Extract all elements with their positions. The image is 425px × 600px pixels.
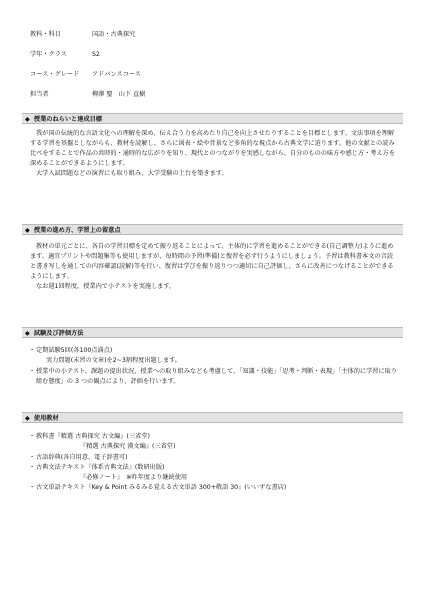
materials-list	[30, 432, 400, 494]
meta-row-course	[30, 71, 230, 91]
paragraph: 大学入試問題などの演習にも取り組み、大学受験の土台を築きます。	[36, 170, 228, 177]
paragraph: 教材の単元ごとに、各自の学習目標を定めて振り返ることによって、主体的に学習を進めることができる(自己調整力)ように進めます。適宜プリントや問題集等も使用しますが、毎時間の予習(準備)と復習を必ず行うようにしましょう。予習は教科書本文の音読と書き写しを通しての内容確認(読解)等を行い、復習は学びを振り返りつつ適切に自己評価し、さらに改善につなげることができるようにします。	[30, 243, 394, 280]
section-heading-method	[22, 224, 403, 235]
list-subitem: 『精選 古典探究 漢文編』(三省堂)	[80, 443, 176, 451]
meta-value: 柳澤 聖 山下 直樹	[92, 91, 146, 98]
diamond-icon: ◆	[25, 116, 30, 123]
list-item: ・ 授業中の小テスト、課題の提出状況、授業への取り組みなども考慮して、「知識・技能」「思考・判断・表現」「主体的に学習に取り組む態度」の 3 つの観点により、評価を行います。	[30, 367, 400, 388]
meta-key: 教科・科目	[30, 31, 61, 38]
list-item: ・ 古語辞典(各自用意、電子辞書可)	[30, 453, 400, 463]
section-heading-evaluation	[22, 327, 403, 338]
method-body	[30, 242, 398, 292]
course-meta	[30, 31, 230, 111]
meta-key: 担当者	[30, 91, 49, 98]
section-title: 使用教材	[33, 415, 59, 422]
paragraph: なお週1回程度、授業内で小テストを実施します。	[36, 283, 176, 290]
meta-key: コース・グレード	[30, 71, 80, 78]
list-item: ・ 古典文法テキスト『体系古典文法』(数研出版)	[30, 463, 400, 473]
list-item: ・ 教科書『精選 古典探究 古文編』(三省堂)	[30, 432, 400, 442]
list-item: ・ 古文単語テキスト『Key & Point みるみる覚える古文単語 300+敬語 30』(いいずな書店)	[30, 483, 400, 493]
section-heading-aims	[22, 113, 403, 124]
section-title: 試験及び評価方法	[33, 330, 84, 337]
meta-row-teacher	[30, 91, 230, 111]
section-title: 授業のねらいと達成目標	[33, 116, 102, 123]
section-heading-materials	[22, 412, 403, 423]
aims-body	[30, 129, 398, 179]
diamond-icon: ◆	[25, 227, 30, 234]
meta-row-subject	[30, 31, 230, 51]
paragraph: 我が国の伝統的な言語文化への理解を深め、伝え合う力を高めたり自己を向上させたりすることを目標とします。文法事項を理解する学習を基盤としながらも、教材を読解し、さらに図表・絵や背景など多角的な視点から古典文学に迫ります。他の文献との読み比べをすることで作品の共時的・通時的な広がりを知り、現代とのつながりを実感しながら、自分のものの味方や感じ方・考え方を深めることができるようにします。	[30, 130, 396, 167]
meta-value: アドバンスコース	[92, 71, 141, 78]
diamond-icon: ◆	[25, 415, 30, 422]
section-title: 授業の進め方、学習上の留意点	[33, 227, 121, 234]
meta-key: 学年・クラス	[30, 51, 67, 58]
diamond-icon: ◆	[25, 330, 30, 337]
evaluation-list	[30, 346, 400, 387]
list-subitem: 実力問題(未習の文章)を2~3割程度出題します。	[46, 357, 181, 365]
list-subitem: 『必修ノート』 ※昨年度より継続使用	[80, 474, 188, 482]
meta-value: S2	[92, 51, 100, 58]
meta-value: 国語・古典探究	[92, 31, 136, 38]
meta-row-class	[30, 51, 230, 71]
list-item: ・ 定期試験5回(各100点満点)	[30, 346, 400, 356]
